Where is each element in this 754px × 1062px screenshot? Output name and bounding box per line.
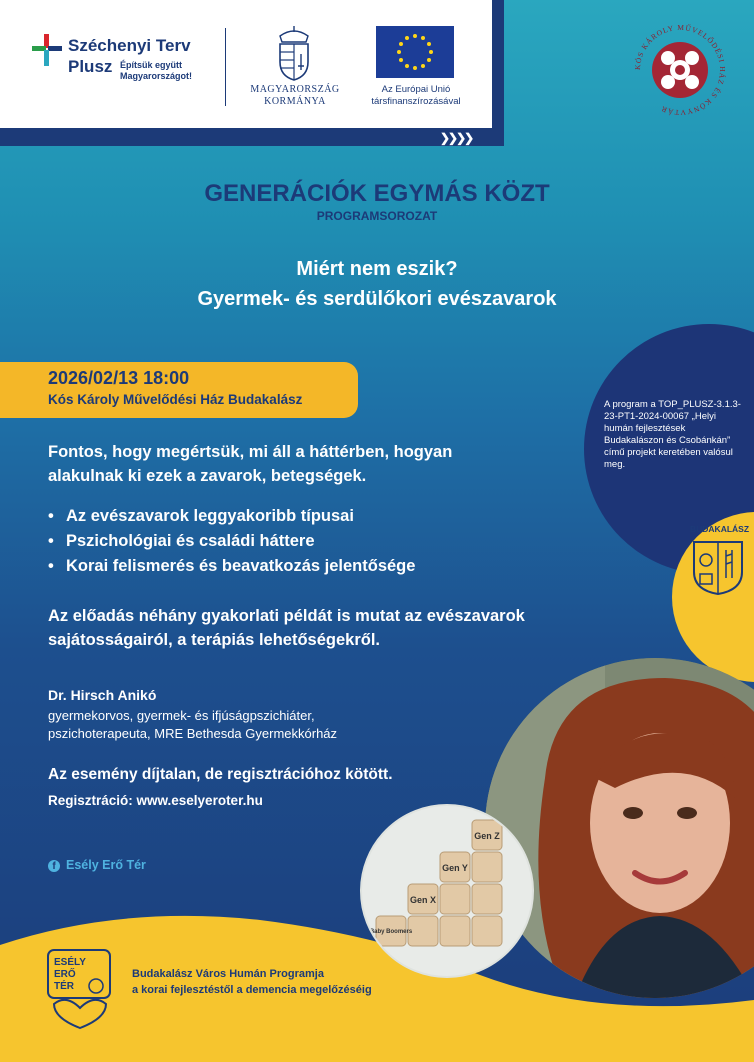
list-item: • Az evészavarok leggyakoribb típusai: [48, 507, 354, 525]
gen-y-label: Gen Y: [442, 863, 468, 873]
facebook-link[interactable]: f Esély Erő Tér: [48, 858, 146, 872]
government-label: MAGYARORSZÁG KORMÁNYA: [250, 84, 340, 107]
description-paragraph: Az előadás néhány gyakorlati példát is mutat az evészavarok sajátosságairól, a terápiás lehetőségekről.: [48, 607, 525, 649]
chevrons-icon: ❯❯❯❯: [440, 131, 473, 145]
lecture-title-line1: Miért nem eszik?: [296, 258, 458, 280]
speaker-role: gyermekorvos, gyermek- és ifjúságpszichiáter, pszichoterapeuta, MRE Bethesda Gyermekkórház: [48, 708, 338, 741]
footer-program-text: [132, 966, 372, 998]
lecture-title-line2: Gyermek- és serdülőkori evészavarok: [197, 288, 557, 310]
facebook-icon: f: [48, 860, 60, 872]
budakalasz-label: BUDAKALÁSZ: [690, 524, 750, 534]
speaker-name: Dr. Hirsch Anikó: [48, 687, 157, 703]
gen-z-label: Gen Z: [474, 831, 500, 841]
project-info-text: A program a TOP_PLUSZ-3.1.3-23-PT1-2024-00067 „Helyi humán fejlesztések Budakalászon és Csobánkán” című projekt keretében valósul meg.: [604, 399, 741, 470]
footer-line2: a korai fejlesztéstől a demencia megelőzéséig: [132, 984, 372, 996]
kos-karoly-ring-text: KÓS KÁROLY MŰVELŐDÉSI HÁZ ÉS KÖNYVTÁR: [632, 22, 728, 118]
svg-text:ERŐ: ERŐ: [54, 969, 76, 980]
free-entry-note: Az esemény díjtalan, de regisztrációhoz kötött.: [48, 766, 393, 783]
event-venue: Kós Károly Művelődési Ház Budakalász: [48, 392, 303, 407]
series-title: GENERÁCIÓK EGYMÁS KÖZT: [204, 180, 550, 207]
boomers-label: Baby Boomers: [369, 929, 413, 935]
list-item: • Pszichológiai és családi háttere: [48, 532, 315, 550]
footer-line1: Budakalász Város Humán Programja: [132, 968, 324, 980]
gen-x-label: Gen X: [409, 895, 437, 905]
szechenyi-title: Széchenyi Terv: [68, 36, 191, 55]
szechenyi-slogan: Építsük együtt Magyarországot!: [120, 60, 193, 81]
registration-link[interactable]: Regisztráció: www.eselyeroter.hu: [48, 793, 263, 808]
esely-ero-ter-logo-icon: [46, 948, 116, 1030]
intro-text: Fontos, hogy megértsük, mi áll a háttérben, hogyan alakulnak ki ezek a zavarok, betegségek.: [48, 443, 453, 485]
svg-text:ESÉLY: ESÉLY: [54, 957, 86, 968]
event-datetime: 2026/02/13 18:00: [48, 368, 190, 388]
szechenyi-plusz: Plusz: [68, 57, 113, 76]
eu-cofinancing-label: Az Európai Unió társfinanszírozásával: [371, 84, 461, 107]
generation-blocks-photo: [360, 804, 534, 978]
series-subtitle: PROGRAMSOROZAT: [316, 209, 438, 223]
list-item: • Korai felismerés és beavatkozás jelentősége: [48, 557, 416, 575]
svg-text:TÉR: TÉR: [54, 981, 74, 992]
